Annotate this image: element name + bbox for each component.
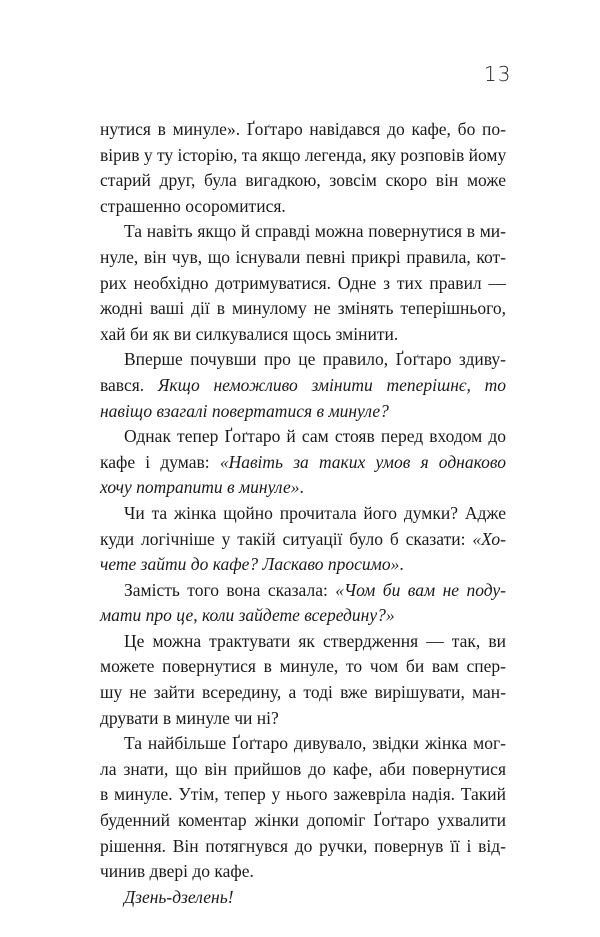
italic-text: «Чом би вам не поду- — [335, 579, 506, 600]
text-line — [100, 834, 506, 860]
italic-text: «Хо- — [472, 528, 506, 549]
text-run: в минуле. Утім, тепер у нього зажевріла надія. Такий — [100, 784, 506, 805]
text-line — [100, 527, 506, 553]
text-line — [100, 885, 506, 911]
text-line — [100, 629, 506, 655]
paragraph — [100, 731, 506, 885]
text-run: страшенно осоромитися. — [100, 195, 286, 216]
text-run: шу не зайти всередину, а тоді вже вирішувати, ман- — [100, 682, 506, 703]
text-run: Чи та жінка щойно прочитала його думки? Адже — [124, 502, 506, 523]
text-line — [100, 680, 506, 706]
paragraph — [100, 885, 506, 911]
text-run: . — [399, 554, 404, 575]
text-line — [100, 450, 506, 476]
text-line — [100, 219, 506, 245]
page-number: 13 — [484, 62, 512, 86]
text-line — [100, 296, 506, 322]
text-line — [100, 245, 506, 271]
text-run: буденний коментар жінки допоміг Ґоґтаро ухвалити — [100, 810, 506, 831]
text-line — [100, 603, 506, 629]
body-text — [100, 117, 506, 910]
text-run: Та найбільше Ґоґтаро дивувало, звідки жінка мог- — [124, 733, 506, 754]
text-run: нутися в минуле». Ґоґтаро навідався до кафе, бо по- — [100, 119, 506, 139]
text-line — [100, 271, 506, 297]
text-run: вірив у ту історію, та якщо легенда, яку розповів йому — [100, 144, 507, 165]
text-run: Вперше почувши про це правило, Ґоґтаро здиву- — [124, 349, 506, 370]
text-line — [100, 399, 506, 425]
italic-text: чете зайти до кафе? Ласкаво просимо» — [100, 554, 400, 575]
text-run: Та навіть якщо й справді можна повернутися в ми- — [124, 221, 506, 242]
text-line — [100, 424, 506, 450]
paragraph — [100, 219, 506, 347]
text-line — [100, 578, 506, 604]
text-line — [100, 501, 506, 527]
text-line — [100, 808, 506, 834]
paragraph — [100, 578, 506, 629]
text-run: вався. — [100, 374, 158, 395]
text-run: куди логічніше у такій ситуації було б сказати: — [100, 528, 473, 549]
text-run: старий друг, була вигадкою, зовсім скоро він може — [100, 170, 506, 191]
paragraph — [100, 117, 506, 219]
text-line — [100, 194, 506, 220]
text-run: Це можна трактувати як ствердження — так, ви — [124, 630, 506, 651]
italic-text: Якщо неможливо змінити теперішнє, то — [157, 374, 506, 395]
text-line — [100, 782, 506, 808]
text-line — [100, 731, 506, 757]
text-line — [100, 654, 506, 680]
text-run: чинив двері до кафе. — [100, 861, 254, 882]
italic-text: хочу потрапити в минуле» — [100, 477, 300, 498]
text-line — [100, 143, 506, 169]
text-run: ла знати, що він прийшов до кафе, аби повернутися — [100, 758, 506, 779]
text-run: нуле, він чув, що існували певні прикрі правила, кот- — [100, 246, 506, 267]
text-line — [100, 706, 506, 732]
text-run: кафе і думав: — [100, 451, 220, 472]
text-run: можете повернутися в минуле, то чом би вам спер- — [100, 656, 506, 677]
paragraph — [100, 629, 506, 731]
italic-text: «Навіть за таких умов я однаково — [219, 451, 506, 472]
text-line — [100, 552, 506, 578]
paragraph — [100, 347, 506, 424]
paragraph — [100, 424, 506, 501]
text-run: Однак тепер Ґоґтаро й сам стояв перед входом до — [124, 426, 506, 447]
paragraph — [100, 501, 506, 578]
text-line — [100, 475, 506, 501]
text-line — [100, 347, 506, 373]
text-run: жодні ваші дії в минулому не змінять теперішнього, — [100, 298, 506, 319]
text-line — [100, 373, 506, 399]
italic-text: Дзень-дзелень! — [124, 886, 234, 907]
text-line — [100, 757, 506, 783]
text-line — [100, 322, 506, 348]
text-run: рішення. Він потягнувся до ручки, повернув її і від- — [100, 835, 506, 856]
text-run: хай би як ви силкувалися щось змінити. — [100, 323, 399, 344]
text-line — [100, 117, 506, 143]
text-run: друвати в минуле чи ні? — [100, 707, 279, 728]
text-line — [100, 168, 506, 194]
italic-text: навіщо взагалі повертатися в минуле? — [100, 400, 389, 421]
italic-text: мати про це, коли зайдете всередину?» — [100, 605, 395, 626]
text-line — [100, 859, 506, 885]
text-run: Замість того вона сказала: — [124, 579, 336, 600]
text-run: . — [299, 477, 304, 498]
text-run: рих необхідно дотримуватися. Одне з тих правил — — [100, 272, 506, 293]
